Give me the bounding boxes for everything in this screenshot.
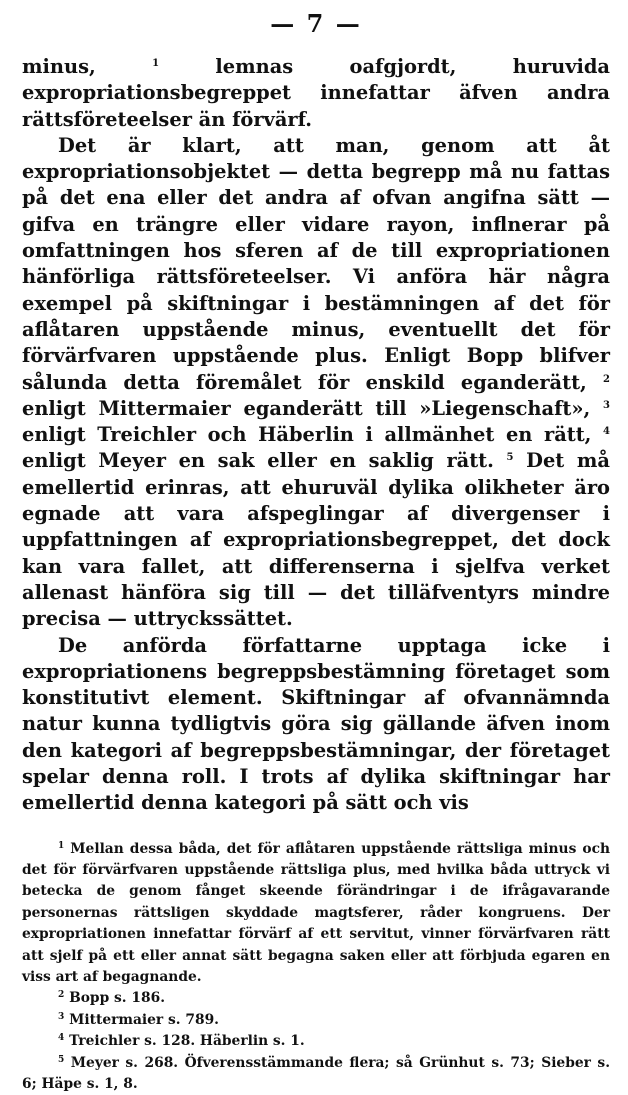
footnote-ref: 2 [603,373,610,385]
footnote-number: 1 [58,840,65,851]
footnote-text: Mittermaier s. 789. [64,1011,219,1028]
footnote-ref: 1 [152,58,160,69]
footnote-ref: 4 [603,426,610,438]
paragraph [22,133,610,633]
footnote-text: Treichler s. 128. Häberlin s. 1. [64,1033,305,1050]
text-run: minus, [22,55,153,78]
footnote-number: 2 [58,990,65,1001]
footnote [22,1053,610,1095]
paragraph [22,633,610,817]
footnotes [22,839,610,1095]
footnote [22,1031,610,1052]
footnote-number: 3 [58,1011,65,1022]
footnote-text: Bopp s. 186. [64,990,166,1007]
footnote-ref: 5 [506,452,514,464]
page-number: — 7 — [270,9,362,38]
footnote-number: 5 [58,1054,65,1065]
text-run: enligt Mittermaier eganderätt till »Liegenschaft», [22,396,604,420]
footnote [22,1010,610,1031]
footnote-ref: 3 [603,399,610,411]
text-run: enligt Treichler och Häberlin i allmänhet en rätt, [22,423,604,447]
footnote [22,988,610,1009]
footnote [22,839,610,989]
text-run: Det är klart, att man, genom att åt expropriationsobjektet — detta begrepp må nu fattas på det ena eller det andra af ofvan angifna sätt — gifva en trängre eller vidare rayon, inflnerar på omfattningen hos sferen af de till expropriationen hänförliga rättsföreteelser. Vi anföra här några exempel på skiftningar i bestämningen af det för aflåtaren uppstående minus, eventuellt det för förvärfvaren uppstående plus. Enligt Bopp blifver sålunda detta föremålet för enskild eganderätt, [22,133,610,394]
main-text [22,54,610,817]
document-page [22,8,610,1095]
footnote-text: Meyer s. 268. Öfverensstämmande flera; så Grünhut s. 73; Sieber s. 6; Häpe s. 1, 8. [22,1054,610,1093]
text-run: lemnas oafgjordt, huruvida expropriationsbegreppet innefattar äfven andra rättsföreteelser än förvärf. [22,55,610,131]
text-run: De anförda författarne upptaga icke i expropriationens begreppsbestämning företaget som konstitutivt element. Skiftningar af ofvannämnda natur kunna tydligtvis göra sig gällande äfven inom den kategori af begreppsbestämningar, der företaget spelar denna roll. I trots af dylika skiftningar har emellertid denna kategori på sätt och vis [22,633,610,815]
paragraph [22,54,610,133]
text-run: enligt Meyer en sak eller en saklig rätt. [22,449,507,473]
text-run: Det må emellertid erinras, att ehuruväl dylika olikheter äro egnade att vara afspeglingar af divergenser i uppfattningen af expropriationsbegreppet, det dock kan vara fallet, att differenserna i sjelfva verket allenast hänföra sig till — det tilläfventyrs mindre precisa — uttryckssättet. [22,449,610,631]
footnote-text: Mellan dessa båda, det för aflåtaren uppstående rättsliga minus och det för förvärfvaren uppstående rättsliga plus, med hvilka båda uttryck vi betecka de genom fånget skeende förändringar i de ifrågavarande personernas rättsligen skyddade magtsferer, råder kongruens. Der expropriationen innefattar förvärf af ett servitut, vinner förvärfvaren rätt att sjelf på ett eller annat sätt begagna saken eller att förbjuda egaren en viss art af begagnande. [22,840,610,986]
footnote-number: 4 [58,1033,65,1044]
